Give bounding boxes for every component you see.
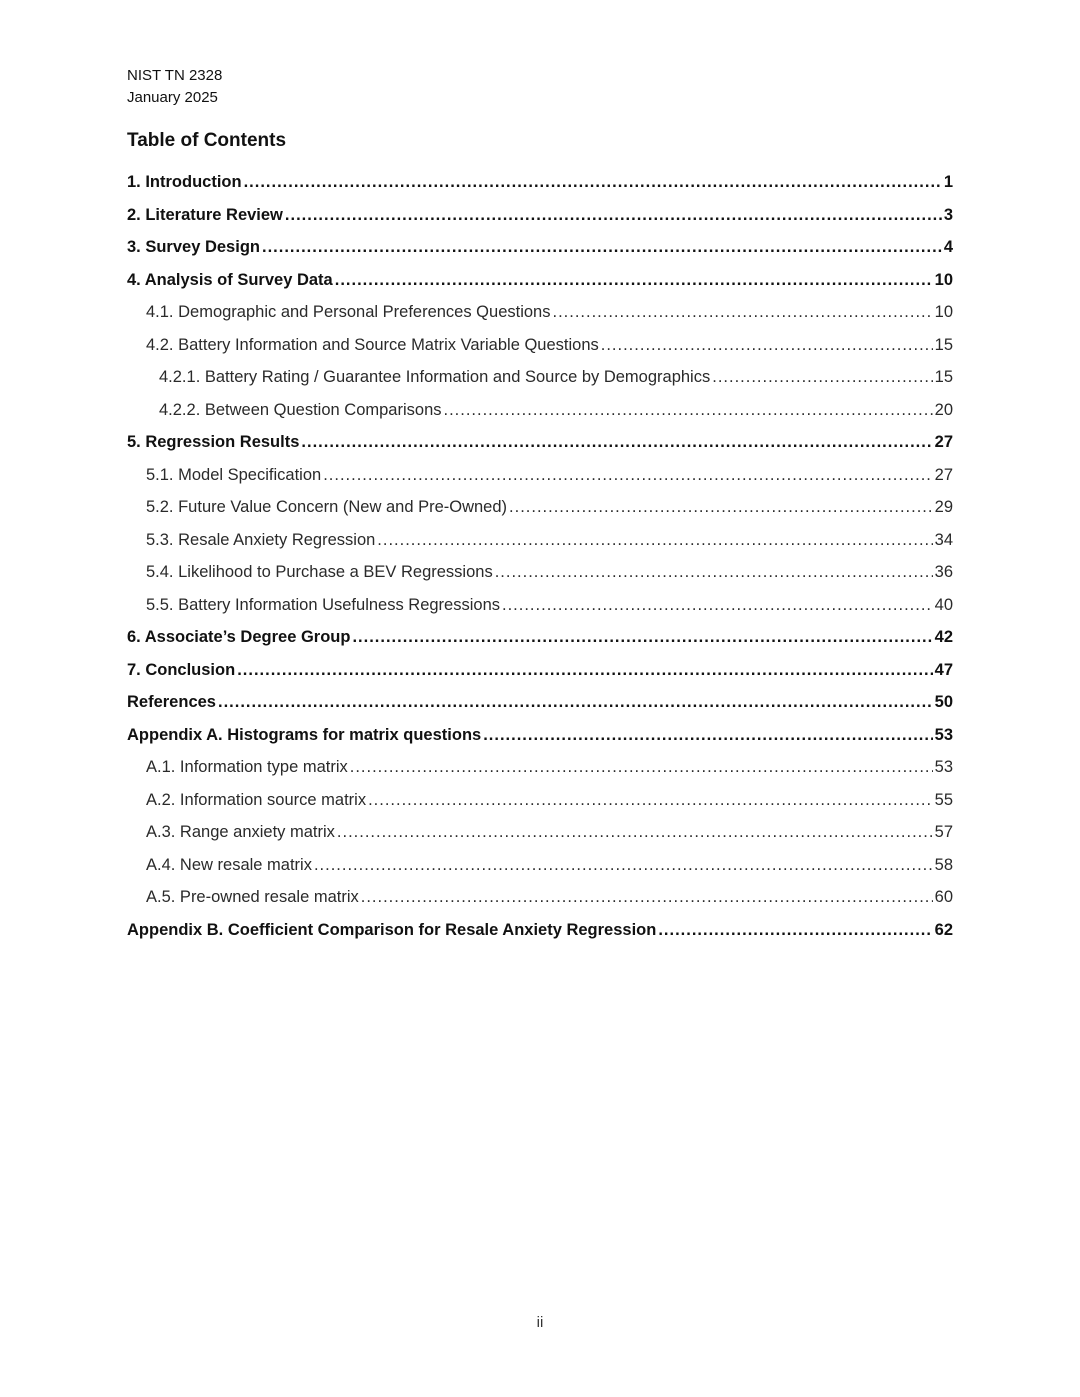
toc-dot-leader bbox=[352, 623, 932, 651]
toc-dot-leader bbox=[237, 656, 932, 684]
toc-entry[interactable] bbox=[127, 883, 953, 916]
toc-entry[interactable] bbox=[127, 493, 953, 526]
toc-dot-leader bbox=[335, 266, 933, 294]
toc-entry-page: 60 bbox=[934, 888, 953, 906]
toc-entry-page: 53 bbox=[934, 725, 953, 744]
toc-entry-page: 40 bbox=[934, 595, 953, 614]
toc-entry-page: 1 bbox=[943, 173, 953, 191]
report-date: January 2025 bbox=[127, 89, 218, 106]
toc-entry[interactable] bbox=[127, 168, 953, 201]
toc-entry-label: Appendix A. Histograms for matrix questions bbox=[127, 725, 482, 744]
toc-entry[interactable] bbox=[127, 818, 953, 851]
toc-entry-page: 57 bbox=[934, 823, 953, 841]
toc-entry-page: 15 bbox=[934, 335, 953, 354]
toc-entry-label: 5.5. Battery Information Usefulness Regressions bbox=[146, 595, 501, 614]
toc-entry-label: 2. Literature Review bbox=[127, 205, 283, 224]
toc-entry-page: 62 bbox=[934, 920, 953, 939]
toc-dot-leader bbox=[502, 591, 933, 619]
toc-entry-label: A.5. Pre-owned resale matrix bbox=[146, 888, 359, 906]
toc-entry[interactable] bbox=[127, 721, 953, 754]
toc-entry[interactable] bbox=[127, 786, 953, 819]
toc-title: Table of Contents bbox=[127, 130, 287, 151]
toc-entry-page: 20 bbox=[934, 400, 953, 419]
toc-entry-page: 36 bbox=[934, 563, 953, 581]
toc-dot-leader bbox=[658, 916, 932, 944]
toc-entry-page: 50 bbox=[934, 693, 953, 711]
toc-entry[interactable] bbox=[127, 298, 953, 331]
toc-entry-label: A.3. Range anxiety matrix bbox=[146, 823, 335, 841]
toc-dot-leader bbox=[601, 331, 933, 359]
document-header bbox=[127, 65, 222, 109]
toc-entry[interactable] bbox=[127, 461, 953, 494]
toc-entry-page: 47 bbox=[934, 660, 953, 679]
toc-entry-page: 55 bbox=[934, 790, 953, 809]
toc-entry-label: A.4. New resale matrix bbox=[146, 855, 312, 874]
table-of-contents bbox=[127, 168, 953, 948]
toc-entry-label: References bbox=[127, 693, 216, 711]
toc-dot-leader bbox=[495, 558, 933, 586]
toc-entry-page: 10 bbox=[934, 270, 953, 289]
toc-dot-leader bbox=[301, 428, 932, 456]
toc-entry-label: 4.2.2. Between Question Comparisons bbox=[159, 400, 442, 419]
toc-dot-leader bbox=[483, 721, 932, 749]
toc-entry[interactable] bbox=[127, 688, 953, 721]
toc-entry[interactable] bbox=[127, 623, 953, 656]
toc-entry-label: 4. Analysis of Survey Data bbox=[127, 270, 333, 289]
toc-dot-leader bbox=[377, 526, 932, 554]
toc-entry-label: 5. Regression Results bbox=[127, 433, 300, 451]
toc-dot-leader bbox=[218, 688, 933, 716]
toc-dot-leader bbox=[444, 396, 933, 424]
toc-entry-label: 5.3. Resale Anxiety Regression bbox=[146, 530, 376, 549]
report-number: NIST TN 2328 bbox=[127, 67, 223, 84]
toc-entry[interactable] bbox=[127, 558, 953, 591]
toc-entry-page: 4 bbox=[943, 238, 953, 256]
toc-entry[interactable] bbox=[127, 526, 953, 559]
toc-dot-leader bbox=[361, 883, 933, 911]
toc-dot-leader bbox=[552, 298, 932, 326]
toc-entry-page: 15 bbox=[934, 368, 953, 386]
toc-dot-leader bbox=[314, 851, 933, 879]
toc-entry-label: A.2. Information source matrix bbox=[146, 790, 367, 809]
toc-dot-leader bbox=[285, 201, 942, 229]
toc-dot-leader bbox=[262, 233, 942, 261]
toc-entry-label: 4.1. Demographic and Personal Preferences Questions bbox=[146, 303, 551, 321]
toc-entry-label: 3. Survey Design bbox=[127, 238, 260, 256]
toc-dot-leader bbox=[368, 786, 933, 814]
toc-dot-leader bbox=[337, 818, 933, 846]
toc-entry-label: 5.4. Likelihood to Purchase a BEV Regressions bbox=[146, 563, 493, 581]
toc-dot-leader bbox=[509, 493, 933, 521]
toc-entry-page: 27 bbox=[934, 433, 953, 451]
toc-entry-label: 6. Associate’s Degree Group bbox=[127, 628, 351, 646]
toc-entry[interactable] bbox=[127, 233, 953, 266]
toc-entry[interactable] bbox=[127, 851, 953, 884]
toc-entry-label: 1. Introduction bbox=[127, 173, 242, 191]
toc-entry-label: A.1. Information type matrix bbox=[146, 758, 348, 776]
toc-dot-leader bbox=[244, 168, 942, 196]
toc-entry-label: 7. Conclusion bbox=[127, 660, 236, 679]
toc-entry-label: Appendix B. Coefficient Comparison for Resale Anxiety Regression bbox=[127, 920, 657, 939]
toc-entry[interactable] bbox=[127, 396, 953, 429]
toc-entry[interactable] bbox=[127, 916, 953, 949]
toc-entry-page: 53 bbox=[934, 758, 953, 776]
toc-entry-label: 4.2.1. Battery Rating / Guarantee Information and Source by Demographics bbox=[159, 368, 711, 386]
toc-entry[interactable] bbox=[127, 753, 953, 786]
page-number: ii bbox=[536, 1314, 544, 1331]
toc-entry[interactable] bbox=[127, 201, 953, 234]
toc-entry[interactable] bbox=[127, 428, 953, 461]
toc-entry-label: 5.2. Future Value Concern (New and Pre-Owned) bbox=[146, 498, 508, 516]
toc-dot-leader bbox=[323, 461, 932, 489]
toc-entry-page: 34 bbox=[934, 530, 953, 549]
toc-entry-page: 58 bbox=[934, 855, 953, 874]
toc-dot-leader bbox=[350, 753, 933, 781]
toc-entry[interactable] bbox=[127, 331, 953, 364]
toc-entry-page: 42 bbox=[934, 628, 953, 646]
toc-entry-page: 27 bbox=[934, 465, 953, 484]
toc-entry-label: 4.2. Battery Information and Source Matrix Variable Questions bbox=[146, 335, 599, 354]
toc-entry-page: 10 bbox=[934, 303, 953, 321]
toc-entry[interactable] bbox=[127, 656, 953, 689]
toc-entry-page: 3 bbox=[943, 205, 953, 224]
toc-entry-page: 29 bbox=[934, 498, 953, 516]
toc-entry[interactable] bbox=[127, 363, 953, 396]
toc-entry[interactable] bbox=[127, 591, 953, 624]
toc-entry-label: 5.1. Model Specification bbox=[146, 465, 322, 484]
toc-entry[interactable] bbox=[127, 266, 953, 299]
toc-dot-leader bbox=[712, 363, 932, 391]
